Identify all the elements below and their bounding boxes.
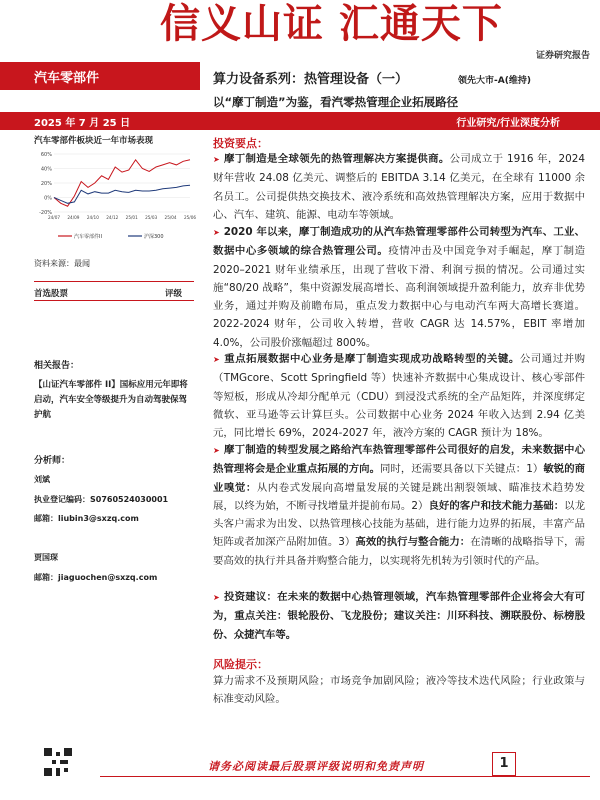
report-date: 2025 年 7 月 25 日 [34,118,131,129]
top-picks-heading: 首选股票 [34,289,69,299]
report-category: 行业研究/行业深度分析 [456,118,560,129]
divider [34,281,194,282]
divider [34,300,194,301]
point-2 [213,223,585,352]
y-tick-label: 40% [40,166,52,173]
point-3 [213,350,585,442]
point-2-body: 疫情冲击及中国竞争对手崛起，摩丁制造 2020–2021 财年业绩承压，出现了营收下滑、利润亏损的情况。公司通过实施“80/20 战略”，集中资源发展高增长、高利润领域提升盈利能力，放弃非优势业务，通过并购及前瞻布局，重点发力数据中心与电动汽车两大高增长赛道。2022-2024 财年，公司收入转增，营收 CAGR 达 14.57%，EBIT 率增加 4.0%，公司股价涨幅超过 800%。 [213,245,586,349]
point-4-lead: 摩丁制造的转型发展之路给汽车热管理零部件公司很好的启发，未来数据中心热管理将会是企业重点拓展的方向。 [213,444,585,476]
point-4-body: 同时，还需要具备以下关键点：1） [380,463,544,476]
x-tick-label: 24/09 [67,215,80,220]
point-5-lead: 投资建议：在未来的数据中心热管理领域，汽车热管理零部件企业将会大有可为，重点关注： [213,591,585,623]
y-tick-label: -20% [39,210,52,216]
x-tick-label: 25/06 [183,215,197,220]
point-4-key-3: 高效的执行与整合能力： [355,536,471,549]
point-5 [213,588,585,644]
series-line [54,185,190,203]
point-5-picks: 银轮股份、飞龙股份； [287,610,394,623]
risk-text: 算力需求不及预期风险；市场竞争加剧风险；液冷等技术迭代风险；行业政策与标准变动风险。 [213,675,585,706]
y-tick-label: 20% [40,181,52,187]
report-series-title: 算力设备系列：热管理设备（一） [213,72,409,87]
rating-heading: 评级 [165,289,183,299]
bullet-icon: ➤ [213,228,220,237]
point-4-key-2: 良好的客户和技术能力基础： [428,499,565,512]
brand-logo: 信义山证 汇通天下 [160,0,503,47]
report-type-label: 证券研究报告 [535,51,590,61]
point-2-lead: 2020 年以来，摩丁制造成功的从汽车热管理零部件公司转型为汽车、工业、数据中心多领域的综合热管理公司。 [213,226,585,258]
bullet-icon: ➤ [213,155,220,164]
risk-heading: 风险提示： [213,658,268,671]
point-4-body: 以龙头客户需求为出发、以热管理核心技能为基础，进行能力边界的拓展，丰富产品矩阵或者加深产品附加值。3） [213,499,586,549]
legend-label: 汽车零部件II [74,234,102,240]
bullet-icon: ➤ [213,446,220,455]
point-4-body: 在清晰的战略指导下，需要高效的执行并具备并购整合能力，以实现将先机转为引领时代的产品。 [213,536,586,567]
related-reports-heading: 相关报告： [34,361,80,371]
y-tick-label: 60% [40,152,52,158]
x-tick-label: 25/04 [164,215,177,220]
analyst-name: 刘斌 [34,475,50,484]
point-3-body: 公司通过并购（TMGcore、Scott Springfield 等）快速补齐数据中心集成设计、核心零部件等短板，形成从冷却分配单元（CDU）到浸没式系统的全产品矩阵，并深度绑定微软、亚马逊等云计算巨头。公司数据中心业务 2024 年收入达到 2.94 亿美元，同比增长 69%，2024-2027 年，液冷方案的 CAGR 预计为 18%。 [213,353,586,440]
report-subtitle: 以“摩丁制造”为鉴，看汽零热管理企业拓展路径 [213,95,459,109]
point-1-body: 公司成立于 1916 年，2024 财年营收 24.08 亿美元、调整后的 EBITDA 3.14 亿美元，在全球有 11000 余名员工。公司提供热交换技术、液冷系统和高效热管理解决方案，应用于数据中心、汽车、建筑、能源、电动车等领域。 [213,153,586,221]
analysts-heading: 分析师： [34,456,71,466]
footer-divider [100,776,590,777]
point-5-watch-label: 建议关注： [393,610,448,623]
summary-heading: 投资要点： [213,137,268,150]
x-tick-label: 24/10 [86,215,99,220]
x-tick-label: 25/03 [145,215,158,220]
legend-label: 沪深300 [144,234,164,240]
analyst-email[interactable]: 邮箱：jiaguochen@sxzq.com [34,573,158,582]
qr-code-icon [44,748,72,776]
sector-name: 汽车零部件 [34,71,100,86]
analyst-name: 贾国琛 [34,553,58,562]
disclaimer-note: 请务必阅读最后股票评级说明和免责声明 [208,760,424,773]
x-tick-label: 24/12 [106,215,119,220]
point-1-lead: 摩丁制造是全球领先的热管理解决方案提供商。 [223,153,450,165]
point-4-key-1: 敏锐的商业嗅觉： [213,463,586,494]
industry-rating: 领先大市-A(维持) [458,76,531,86]
point-5-watch-list: 川环科技、溯联股份、标榜股份、众捷汽车等。 [213,610,586,641]
point-1 [213,150,585,224]
x-tick-label: 24/07 [47,215,61,220]
analyst-email[interactable]: 邮箱：liubin3@sxzq.com [34,514,139,523]
point-4 [213,441,585,570]
y-tick-label: 0% [44,195,52,202]
chart-source: 资料来源：最闻 [34,259,90,268]
chart-title: 汽车零部件板块近一年市场表现 [34,136,154,146]
performance-chart [34,146,197,246]
bullet-icon: ➤ [213,593,220,602]
x-tick-label: 25/01 [125,215,138,220]
bullet-icon: ➤ [213,355,220,364]
point-4-body: 从内卷式发展向高增量发展的关键是跳出割裂领域、瞄准技术趋势发展，以终为始，不断寻找增量并提前布局。2） [213,481,586,512]
page-number: 1 [492,752,516,776]
analyst-cert: 执业登记编码：S0760524030001 [34,495,169,504]
related-report-link[interactable]: 【山证汽车零部件 II】国标应用元年即将启动，汽车安全等级提升为自动驾驶保驾护航 [34,380,188,420]
point-3-lead: 重点拓展数据中心业务是摩丁制造实现成功战略转型的关键。 [223,353,520,365]
